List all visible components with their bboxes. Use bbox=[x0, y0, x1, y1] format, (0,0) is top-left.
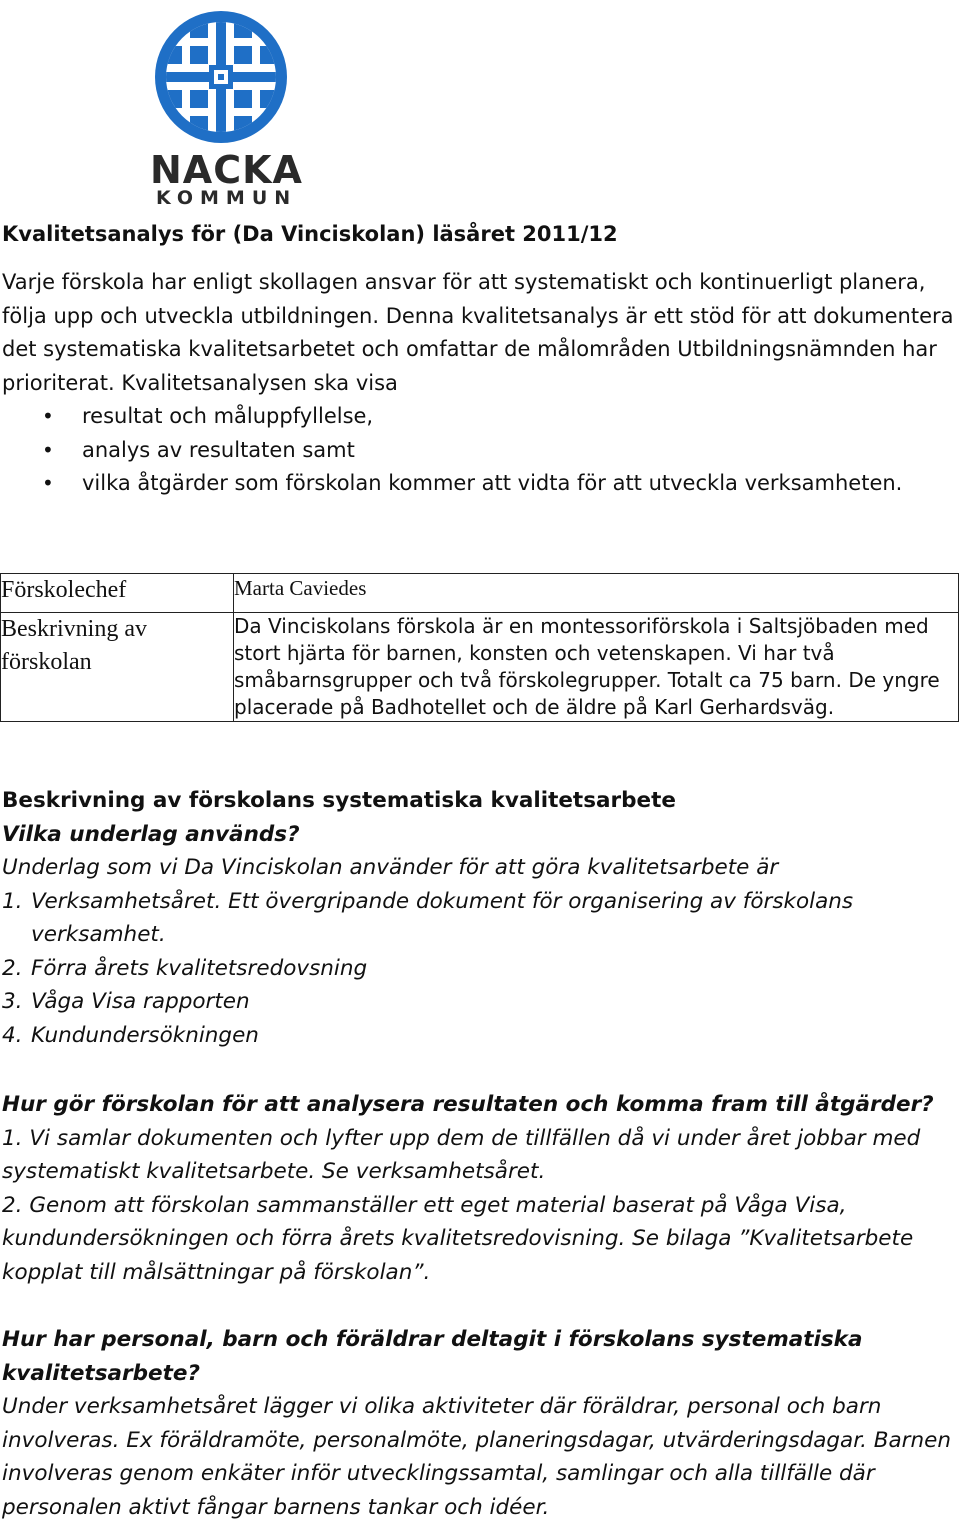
preschool-info-table bbox=[0, 573, 959, 722]
participation-text: Under verksamhetsåret lägger vi olika aktiviteter där föräldrar, personal och barn involveras. Ex föräldramöte, personalmöte, planeringsdagar, utvärderingsdagar. Barnen involveras genom enkäter inför utvecklingssamtal, samlingar och alla tillfälle där personalen aktivt fångar barnens tankar och idéer. bbox=[2, 1394, 951, 1520]
analysis-step-2: 2. Genom att förskolan sammanställer ett eget material baserat på Våga Visa, kundundersökningen och förra årets kvalitetsredovisning. Se bilaga ”Kvalitetsarbete kopplat till målsättningar på förskolan”. bbox=[2, 1192, 914, 1285]
nacka-kommun-logo bbox=[150, 6, 303, 209]
question-participation: Hur har personal, barn och föräldrar deltagit i förskolans systematiska kvalitetsarbete? bbox=[2, 1327, 863, 1386]
intro-paragraph: Varje förskola har enligt skollagen ansvar för att systematiskt och kontinuerligt planera, följa upp och utveckla utbildningen. Denna kvalitetsanalys är ett stöd för att dokumentera det systematiska kvalitetsarbetet och omfattar de målområden Utbildningsnämnden har prioriterat. Kvalitetsanalysen ska visa bbox=[2, 270, 954, 395]
list-item: 1. Verksamhetsåret. Ett övergripande dokument för organisering av förskolans verksamhet. bbox=[2, 888, 854, 947]
preschool-description: Da Vinciskolans förskola är en montessoriförskola i Saltsjöbaden med stort hjärta för barnen, konsten och vetenskapen. Vi har två småbarnsgrupper och två förskolegrupper. Totalt ca 75 barn. De yngre placerade på Badhotellet och de äldre på Karl Gerhardsväg. bbox=[234, 613, 959, 722]
list-item: • resultat och måluppfyllelse, bbox=[2, 400, 960, 434]
list-item: 4. Kundundersökningen bbox=[2, 1022, 259, 1048]
underlag-intro: Underlag som vi Da Vinciskolan använder för att göra kvalitetsarbete är bbox=[2, 855, 779, 880]
analysis-section bbox=[2, 1088, 960, 1289]
table-row bbox=[1, 574, 959, 613]
bullet-icon: • bbox=[42, 404, 54, 428]
list-item: 3. Våga Visa rapporten bbox=[2, 989, 250, 1014]
list-item: 2. Förra årets kvalitetsredovsning bbox=[2, 955, 368, 981]
participation-section bbox=[2, 1323, 960, 1524]
description-label: Beskrivning av förskolan bbox=[1, 613, 234, 722]
nacka-emblem-icon bbox=[150, 6, 292, 148]
question-analysis: Hur gör förskolan för att analysera resultaten och komma fram till åtgärder? bbox=[2, 1092, 934, 1117]
section-heading: Beskrivning av förskolans systematiska kvalitetsarbete bbox=[2, 788, 676, 813]
document-title: Kvalitetsanalys för (Da Vinciskolan) läsåret 2011/12 bbox=[2, 222, 618, 246]
quality-work-section bbox=[2, 784, 960, 1052]
underlag-list bbox=[2, 885, 960, 1053]
bullet-icon: • bbox=[42, 437, 54, 462]
logo-text-kommun: KOMMUN bbox=[156, 187, 298, 209]
list-item: • vilka åtgärder som förskolan kommer att vidta för att utveckla verksamheten. bbox=[2, 467, 960, 501]
logo-text-nacka: NACKA bbox=[150, 148, 303, 192]
list-item: • analys av resultaten samt bbox=[2, 434, 960, 468]
bullet-icon: • bbox=[42, 471, 54, 495]
analysis-bullets bbox=[2, 400, 960, 501]
table-row bbox=[1, 613, 959, 722]
analysis-step-1: 1. Vi samlar dokumenten och lyfter upp dem de tillfällen då vi under året jobbar med systematiskt kvalitetsarbete. Se verksamhetsåret. bbox=[2, 1125, 921, 1184]
chef-name: Marta Caviedes bbox=[234, 574, 959, 613]
question-underlag: Vilka underlag används? bbox=[2, 821, 300, 847]
chef-label: Förskolechef bbox=[1, 574, 234, 613]
